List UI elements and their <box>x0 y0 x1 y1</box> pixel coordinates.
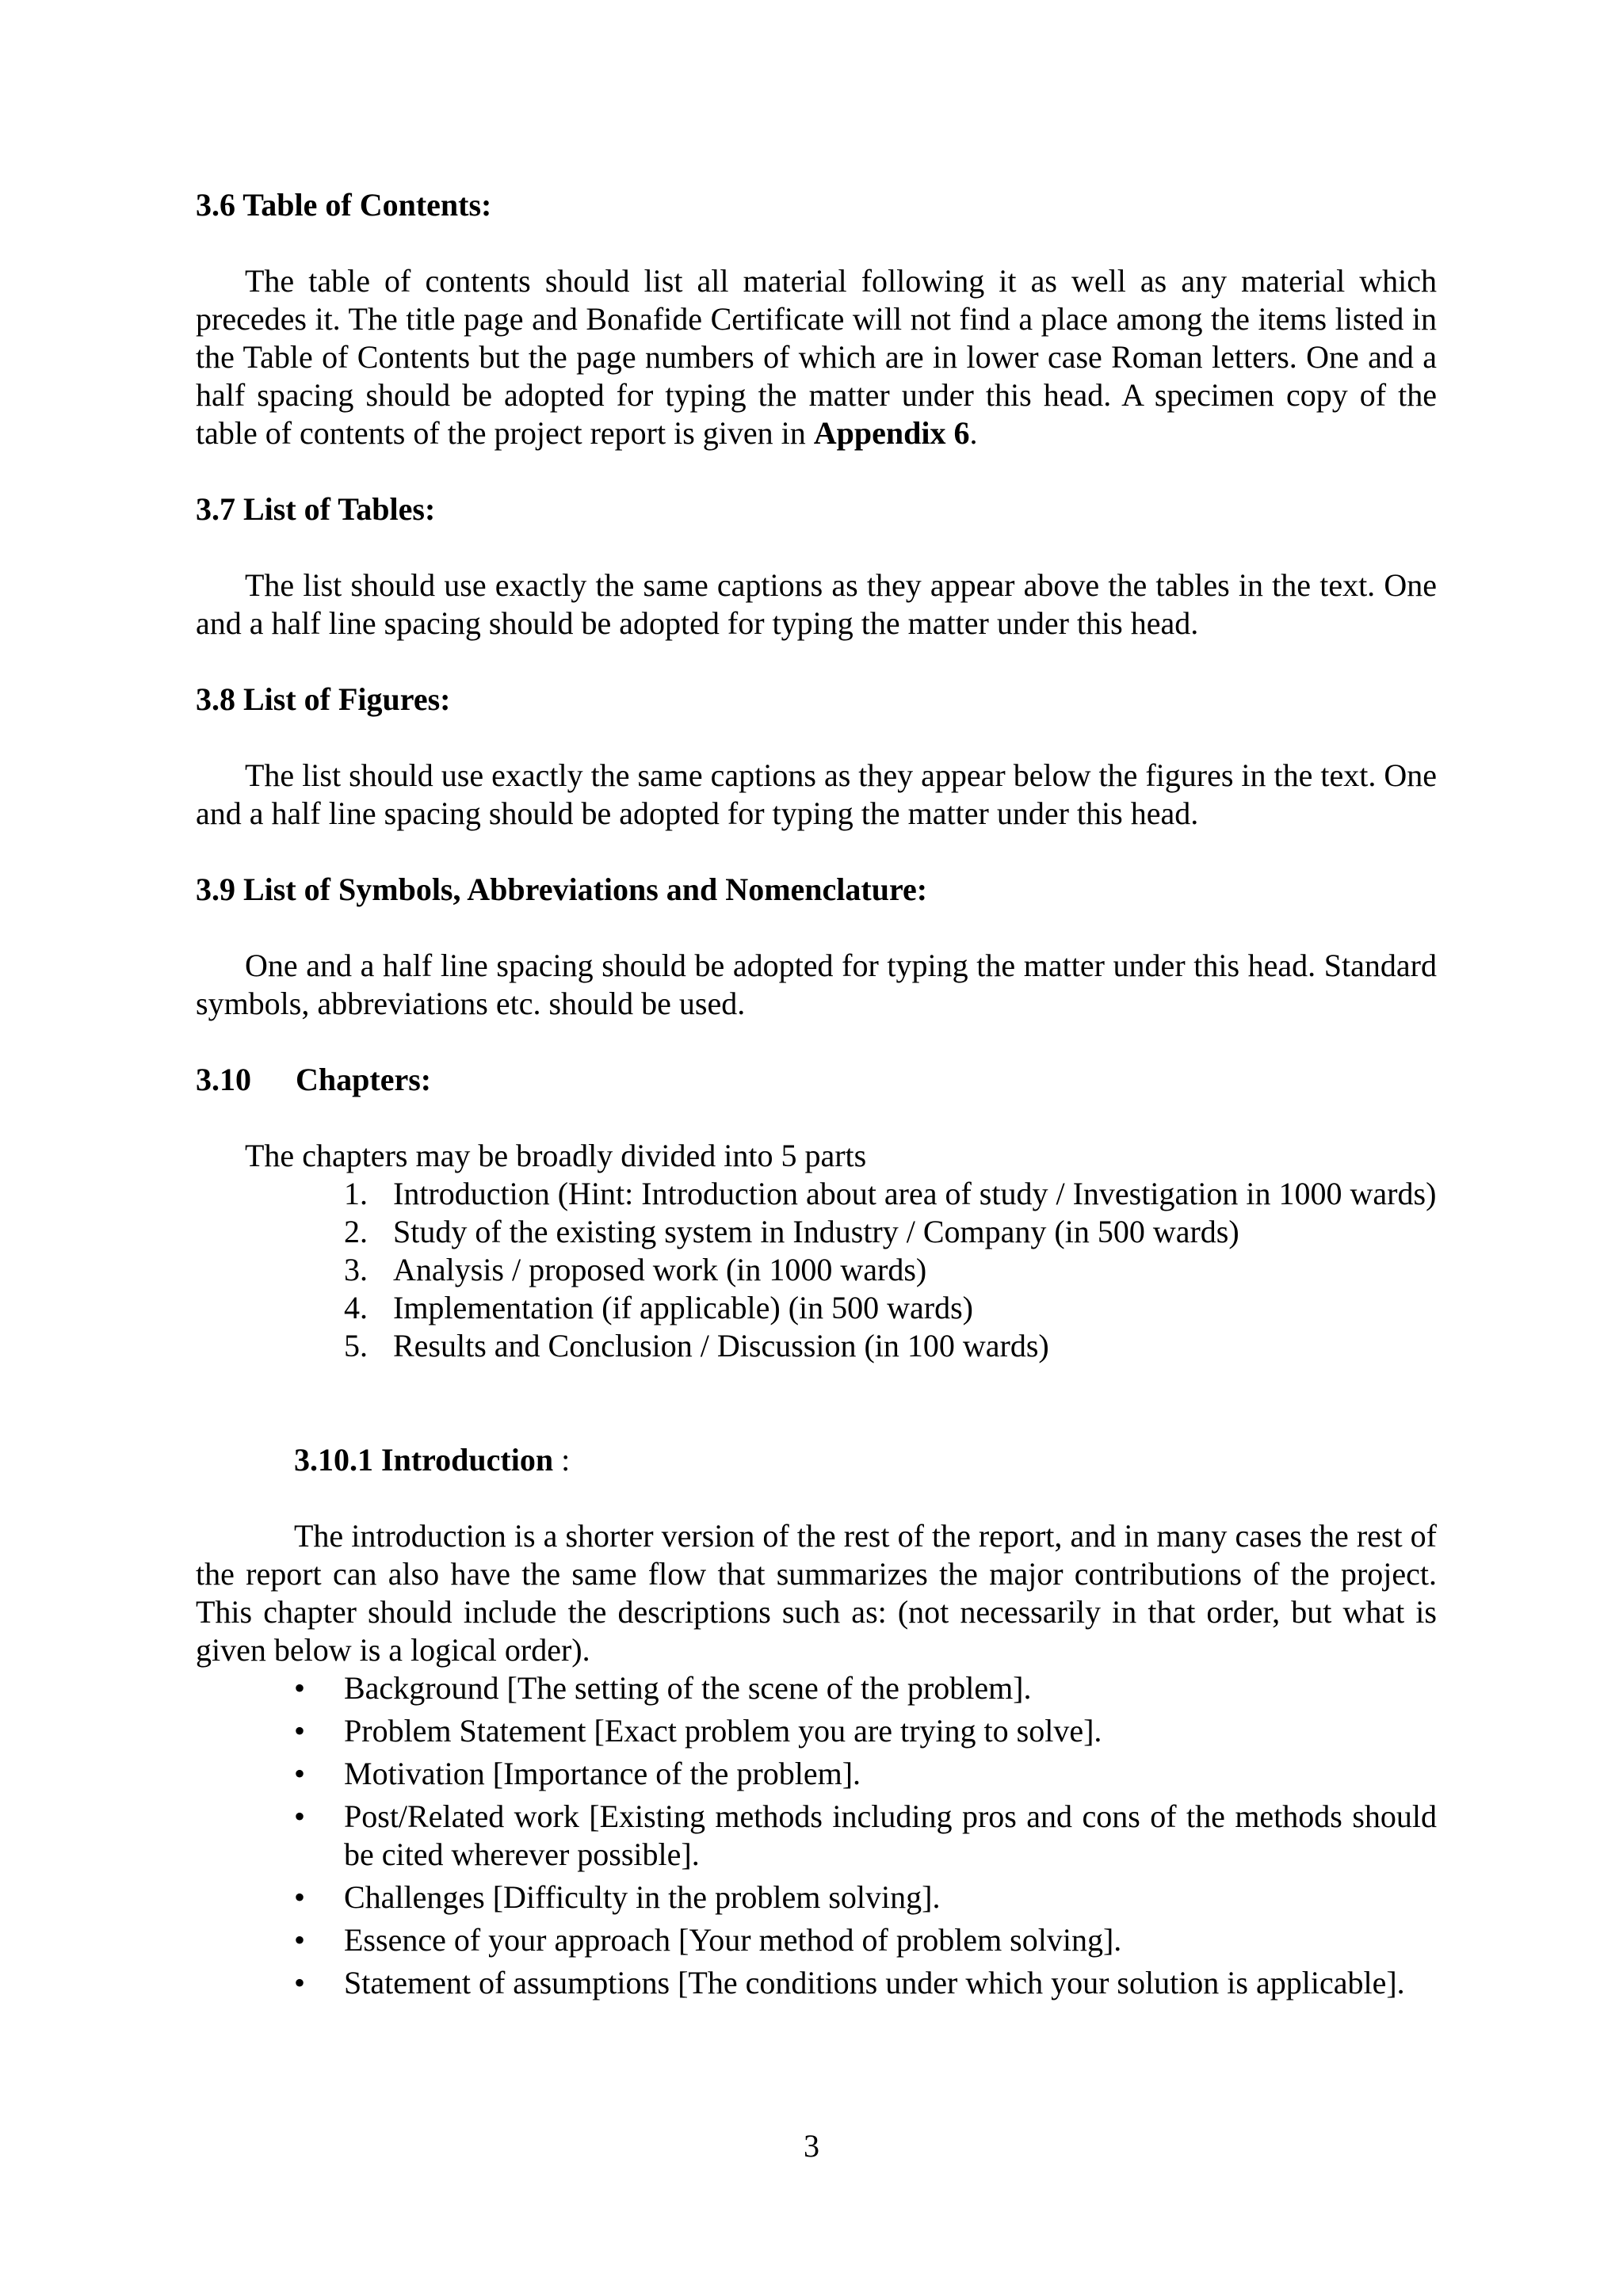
list-item <box>294 1669 1437 1707</box>
list-item <box>294 1878 1437 1917</box>
list-number: 3. <box>344 1252 368 1287</box>
section-heading-table-of-contents: 3.6 Table of Contents: <box>196 187 492 223</box>
chapters-number: 3.10 <box>196 1062 251 1097</box>
bullet-icon: • <box>294 1756 306 1791</box>
introduction-heading-bold: 3.10.1 Introduction <box>294 1442 554 1478</box>
bullet-icon: • <box>294 1713 306 1749</box>
page-number: 3 <box>804 2128 819 2164</box>
chapters-title: Chapters: <box>296 1062 432 1097</box>
list-text: Background [The setting of the scene of the problem]. <box>344 1670 1032 1706</box>
paragraph-list-of-figures: The list should use exactly the same captions as they appear below the figures in the text. One and a half line spacing should be adopted for typing the matter under this head. <box>196 757 1438 831</box>
list-text: Introduction (Hint: Introduction about area of study / Investigation in 1000 wards) <box>393 1176 1437 1211</box>
list-item <box>344 1327 1437 1365</box>
list-text: Essence of your approach [Your method of problem solving]. <box>344 1922 1122 1958</box>
paragraph-table-of-contents <box>196 262 1437 452</box>
subsection-heading-introduction <box>196 1441 1437 1479</box>
document-page <box>196 186 1437 2007</box>
bullet-icon: • <box>294 1670 306 1706</box>
list-text: Statement of assumptions [The conditions under which your solution is applicable]. <box>344 1965 1405 2000</box>
list-number: 2. <box>344 1214 368 1249</box>
bullet-icon: • <box>294 1879 306 1915</box>
list-text: Challenges [Difficulty in the problem solving]. <box>344 1879 941 1915</box>
list-text: Study of the existing system in Industry / Company (in 500 wards) <box>393 1214 1239 1249</box>
bullet-icon: • <box>294 1965 306 2000</box>
section-heading-list-of-figures: 3.8 List of Figures: <box>196 681 451 717</box>
chapter-parts-list <box>344 1175 1437 1365</box>
list-text: Implementation (if applicable) (in 500 wards) <box>393 1290 973 1325</box>
list-item <box>294 1798 1437 1874</box>
bullet-icon: • <box>294 1922 306 1958</box>
toc-text-end: . <box>969 415 978 451</box>
bullet-icon: • <box>294 1798 306 1834</box>
introduction-bullet-list <box>294 1669 1437 2002</box>
section-heading-list-of-symbols: 3.9 List of Symbols, Abbreviations and Nomenclature: <box>196 871 928 907</box>
list-item <box>344 1175 1437 1213</box>
paragraph-list-of-symbols: One and a half line spacing should be adopted for typing the matter under this head. Standard symbols, abbreviations etc. should be used. <box>196 948 1437 1021</box>
list-text: Problem Statement [Exact problem you are trying to solve]. <box>344 1713 1102 1749</box>
chapters-intro: The chapters may be broadly divided into 5 parts <box>245 1138 867 1173</box>
list-item <box>344 1251 1437 1289</box>
paragraph-list-of-tables: The list should use exactly the same captions as they appear above the tables in the text. One and a half line spacing should be adopted for typing the matter under this head. <box>196 567 1437 641</box>
list-text: Results and Conclusion / Discussion (in 100 wards) <box>393 1328 1049 1363</box>
list-number: 4. <box>344 1290 368 1325</box>
section-heading-chapters <box>196 1061 1437 1099</box>
list-number: 5. <box>344 1328 368 1363</box>
list-text: Analysis / proposed work (in 1000 wards) <box>393 1252 927 1287</box>
introduction-heading-suffix: : <box>553 1442 571 1478</box>
list-number: 1. <box>344 1176 368 1211</box>
list-item <box>294 1755 1437 1793</box>
appendix-reference: Appendix 6 <box>813 415 970 451</box>
toc-text: The table of contents should list all material following it as well as any material which precedes it. The title page and Bonafide Certificate will not find a place among the items listed in the Table of Contents but the page numbers of which are in lower case Roman letters. One and a half spacing should be adopted for typing the matter under this head. A specimen copy of the table of contents of the project report is given in <box>196 263 1437 451</box>
paragraph-introduction: The introduction is a shorter version of the rest of the report, and in many cases the rest of the report can also have the same flow that summarizes the major contributions of the project. This chapter should include the descriptions such as: (not necessarily in that order, but what is given below is a logical order). <box>196 1518 1437 1668</box>
list-item <box>344 1213 1437 1251</box>
list-item <box>344 1289 1437 1327</box>
list-text: Post/Related work [Existing methods including pros and cons of the methods should be cited wherever possible]. <box>344 1798 1437 1872</box>
list-item <box>294 1964 1437 2002</box>
list-text: Motivation [Importance of the problem]. <box>344 1756 861 1791</box>
list-item <box>294 1921 1437 1959</box>
section-heading-list-of-tables: 3.7 List of Tables: <box>196 491 436 527</box>
list-item <box>294 1712 1437 1750</box>
